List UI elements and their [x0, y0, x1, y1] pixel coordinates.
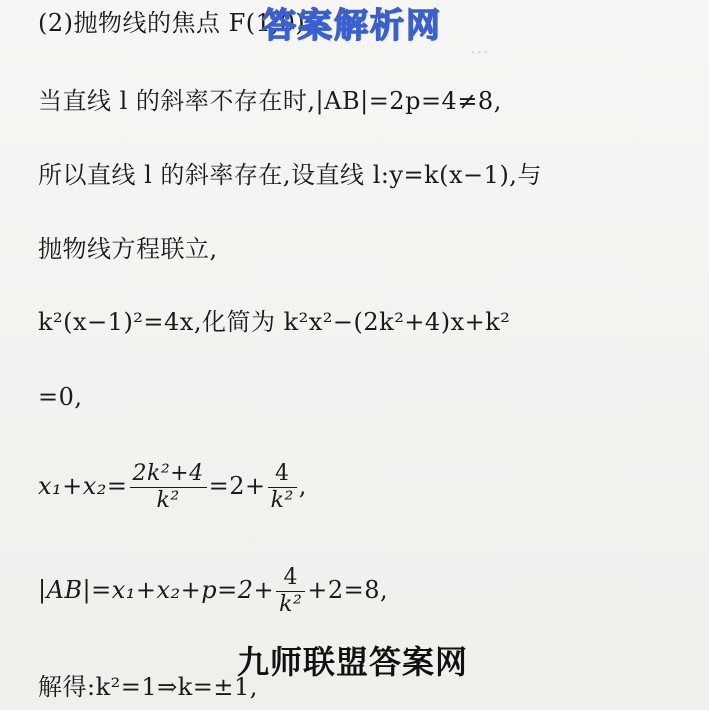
combine-equations: 抛物线方程联立, — [38, 235, 218, 263]
text-line-8 — [38, 562, 388, 618]
text-line-3 — [38, 160, 542, 190]
text-line-2 — [38, 86, 502, 116]
quadratic-equation: k²(x−1)²=4x,化简为 k²x²−(2k²+4)x+k² — [38, 308, 511, 336]
chord-length-end: +2=8, — [307, 576, 389, 604]
line-equation-setup: 所以直线 l 的斜率存在,设直线 l:y=k(x−1),与 — [38, 161, 542, 189]
text-line-4 — [38, 234, 218, 264]
text-line-9 — [38, 672, 258, 702]
fraction-denominator: k² — [279, 592, 303, 617]
watermark-bottom: 九师联盟答案网 — [237, 643, 469, 681]
line7-comma: , — [298, 472, 307, 500]
fraction-four-over-k2 — [276, 565, 305, 618]
vertical-slope-case: 当直线 l 的斜率不存在时,|AB|=2p=4≠8, — [38, 87, 502, 115]
fraction-numerator: 2k²+4 — [130, 461, 207, 488]
text-line-7 — [38, 458, 307, 514]
fraction-sum-roots — [130, 461, 207, 514]
equals-two-plus: =2+ — [208, 472, 266, 500]
solve-for-k: 解得:k²=1⇒k=±1, — [38, 673, 258, 701]
fraction-four-over-k2 — [268, 461, 297, 514]
watermark-top: 答案解析网 — [262, 6, 442, 46]
fraction-denominator: k² — [156, 488, 180, 513]
fraction-numerator: 4 — [268, 461, 297, 488]
sum-of-roots-lhs: x₁+x₂= — [38, 472, 128, 500]
text-line-6 — [38, 382, 83, 412]
focus-statement: (2)抛物线的焦点 F(1,0), — [38, 9, 314, 37]
fraction-denominator: k² — [270, 488, 294, 513]
text-line-5 — [38, 307, 510, 337]
bleed-through-text: ··· — [470, 40, 490, 64]
quadratic-equation-end: =0, — [38, 383, 83, 411]
fraction-numerator: 4 — [276, 565, 305, 592]
chord-length-lhs: |AB|=x₁+x₂+p=2+ — [38, 576, 275, 604]
